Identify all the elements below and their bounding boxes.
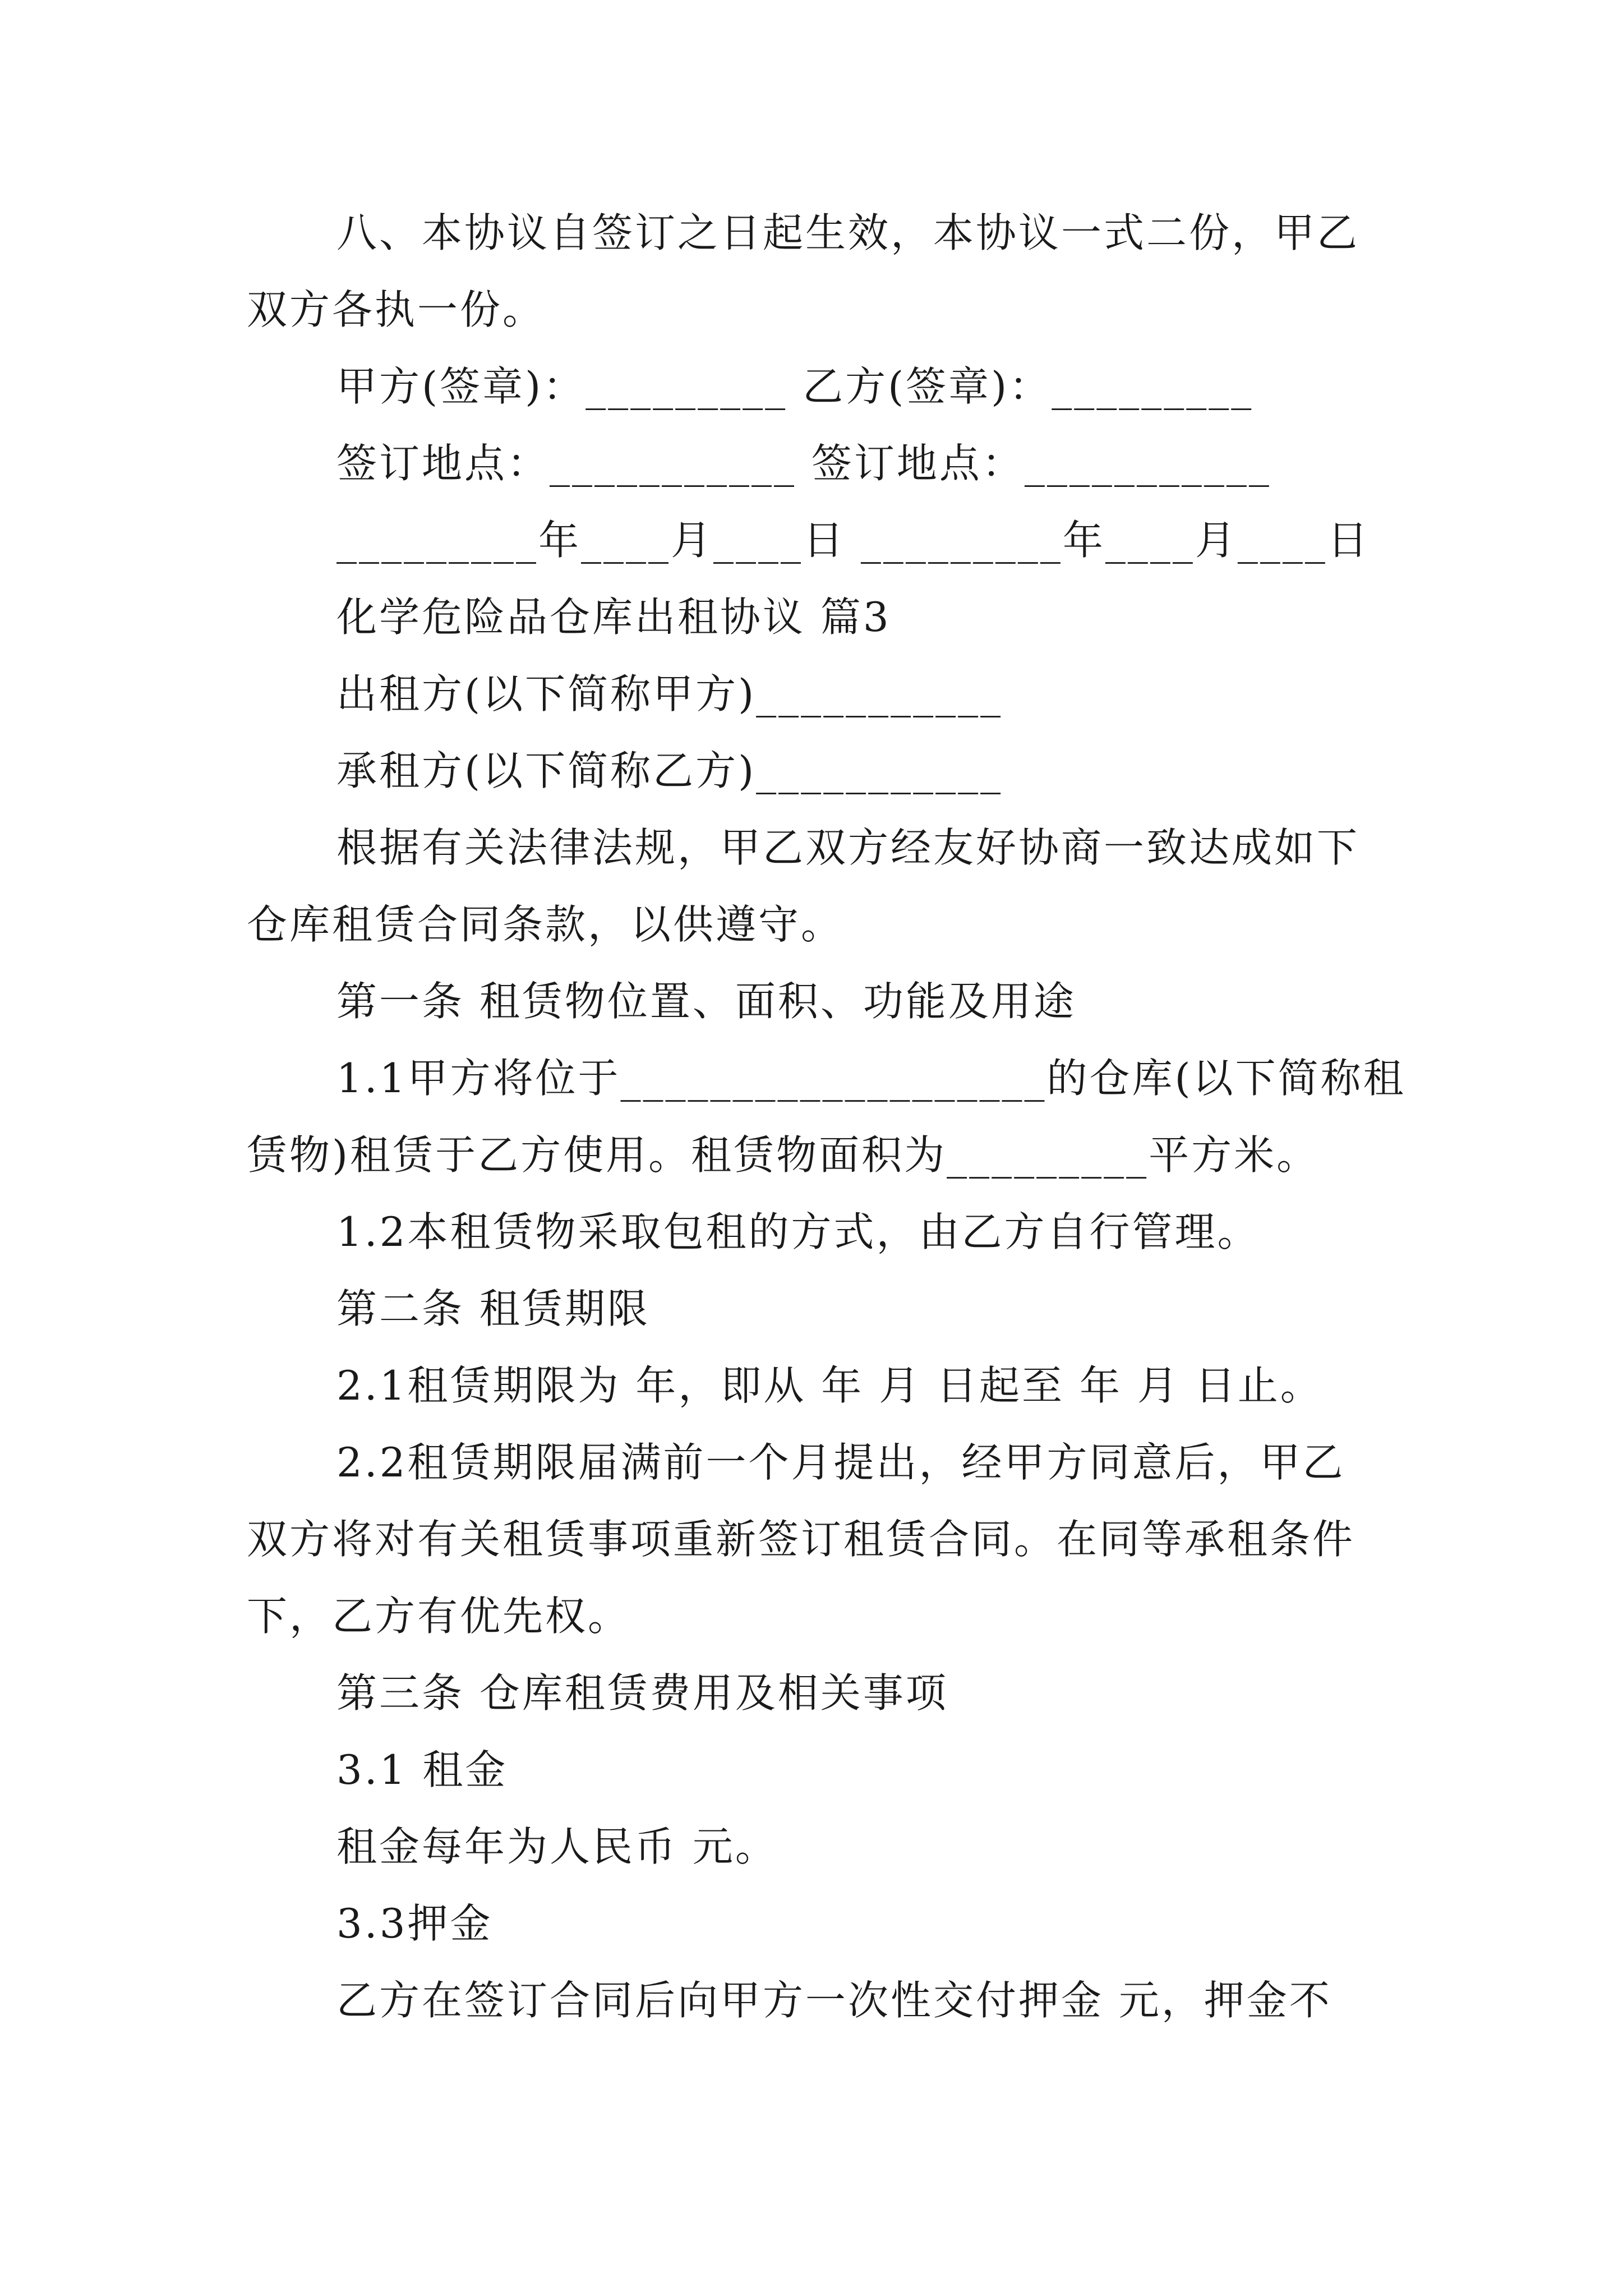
preamble-line-2: 仓库租赁合同条款，以供遵守。 — [247, 901, 844, 948]
clause-2-2-line-3: 下，乙方有优先权。 — [247, 1593, 631, 1640]
clause-3-1-heading: 3.1 租金 — [336, 1746, 508, 1793]
clause-3-3-body: 乙方在签订合同后向甲方一次性交付押金 元，押金不 — [336, 1977, 1332, 2024]
clause-8-line-1: 八、本协议自签订之日起生效，本协议一式二份，甲乙 — [336, 209, 1360, 256]
preamble-line-1: 根据有关法律法规，甲乙双方经友好协商一致达成如下 — [336, 824, 1360, 871]
clause-2-1: 2.1租赁期限为 年，即从 年 月 日起至 年 月 日止。 — [336, 1362, 1323, 1409]
clause-1-1-line-1: 1.1甲方将位于___________________的仓库(以下简称租 — [336, 1055, 1406, 1102]
signing-date-line: _________年____月____日 _________年____月____日 — [336, 517, 1370, 564]
signing-place-line: 签订地点：___________ 签订地点：___________ — [336, 440, 1271, 487]
clause-2-2-line-2: 双方将对有关租赁事项重新签订租赁合同。在同等承租条件 — [247, 1516, 1355, 1563]
clause-1-2: 1.2本租赁物采取包租的方式，由乙方自行管理。 — [336, 1208, 1260, 1255]
clause-3-1-body: 租金每年为人民币 元。 — [336, 1823, 778, 1870]
signature-line: 甲方(签章)：_________ 乙方(签章)：_________ — [336, 363, 1254, 410]
clause-8-line-2: 双方各执一份。 — [247, 286, 546, 333]
section-title: 化学危险品仓库出租协议 篇3 — [336, 593, 891, 641]
clause-2-2-line-1: 2.2租赁期限届满前一个月提出，经甲方同意后，甲乙 — [336, 1439, 1345, 1486]
article-3-heading: 第三条 仓库租赁费用及相关事项 — [336, 1669, 948, 1717]
article-2-heading: 第二条 租赁期限 — [336, 1285, 650, 1332]
article-1-heading: 第一条 租赁物位置、面积、功能及用途 — [336, 978, 1076, 1025]
clause-3-3-heading: 3.3押金 — [336, 1900, 493, 1947]
lessee-line: 承租方(以下简称乙方)___________ — [336, 747, 1003, 794]
clause-1-1-line-2: 赁物)租赁于乙方使用。租赁物面积为_________平方米。 — [247, 1131, 1320, 1179]
lessor-line: 出租方(以下简称甲方)___________ — [336, 670, 1003, 717]
